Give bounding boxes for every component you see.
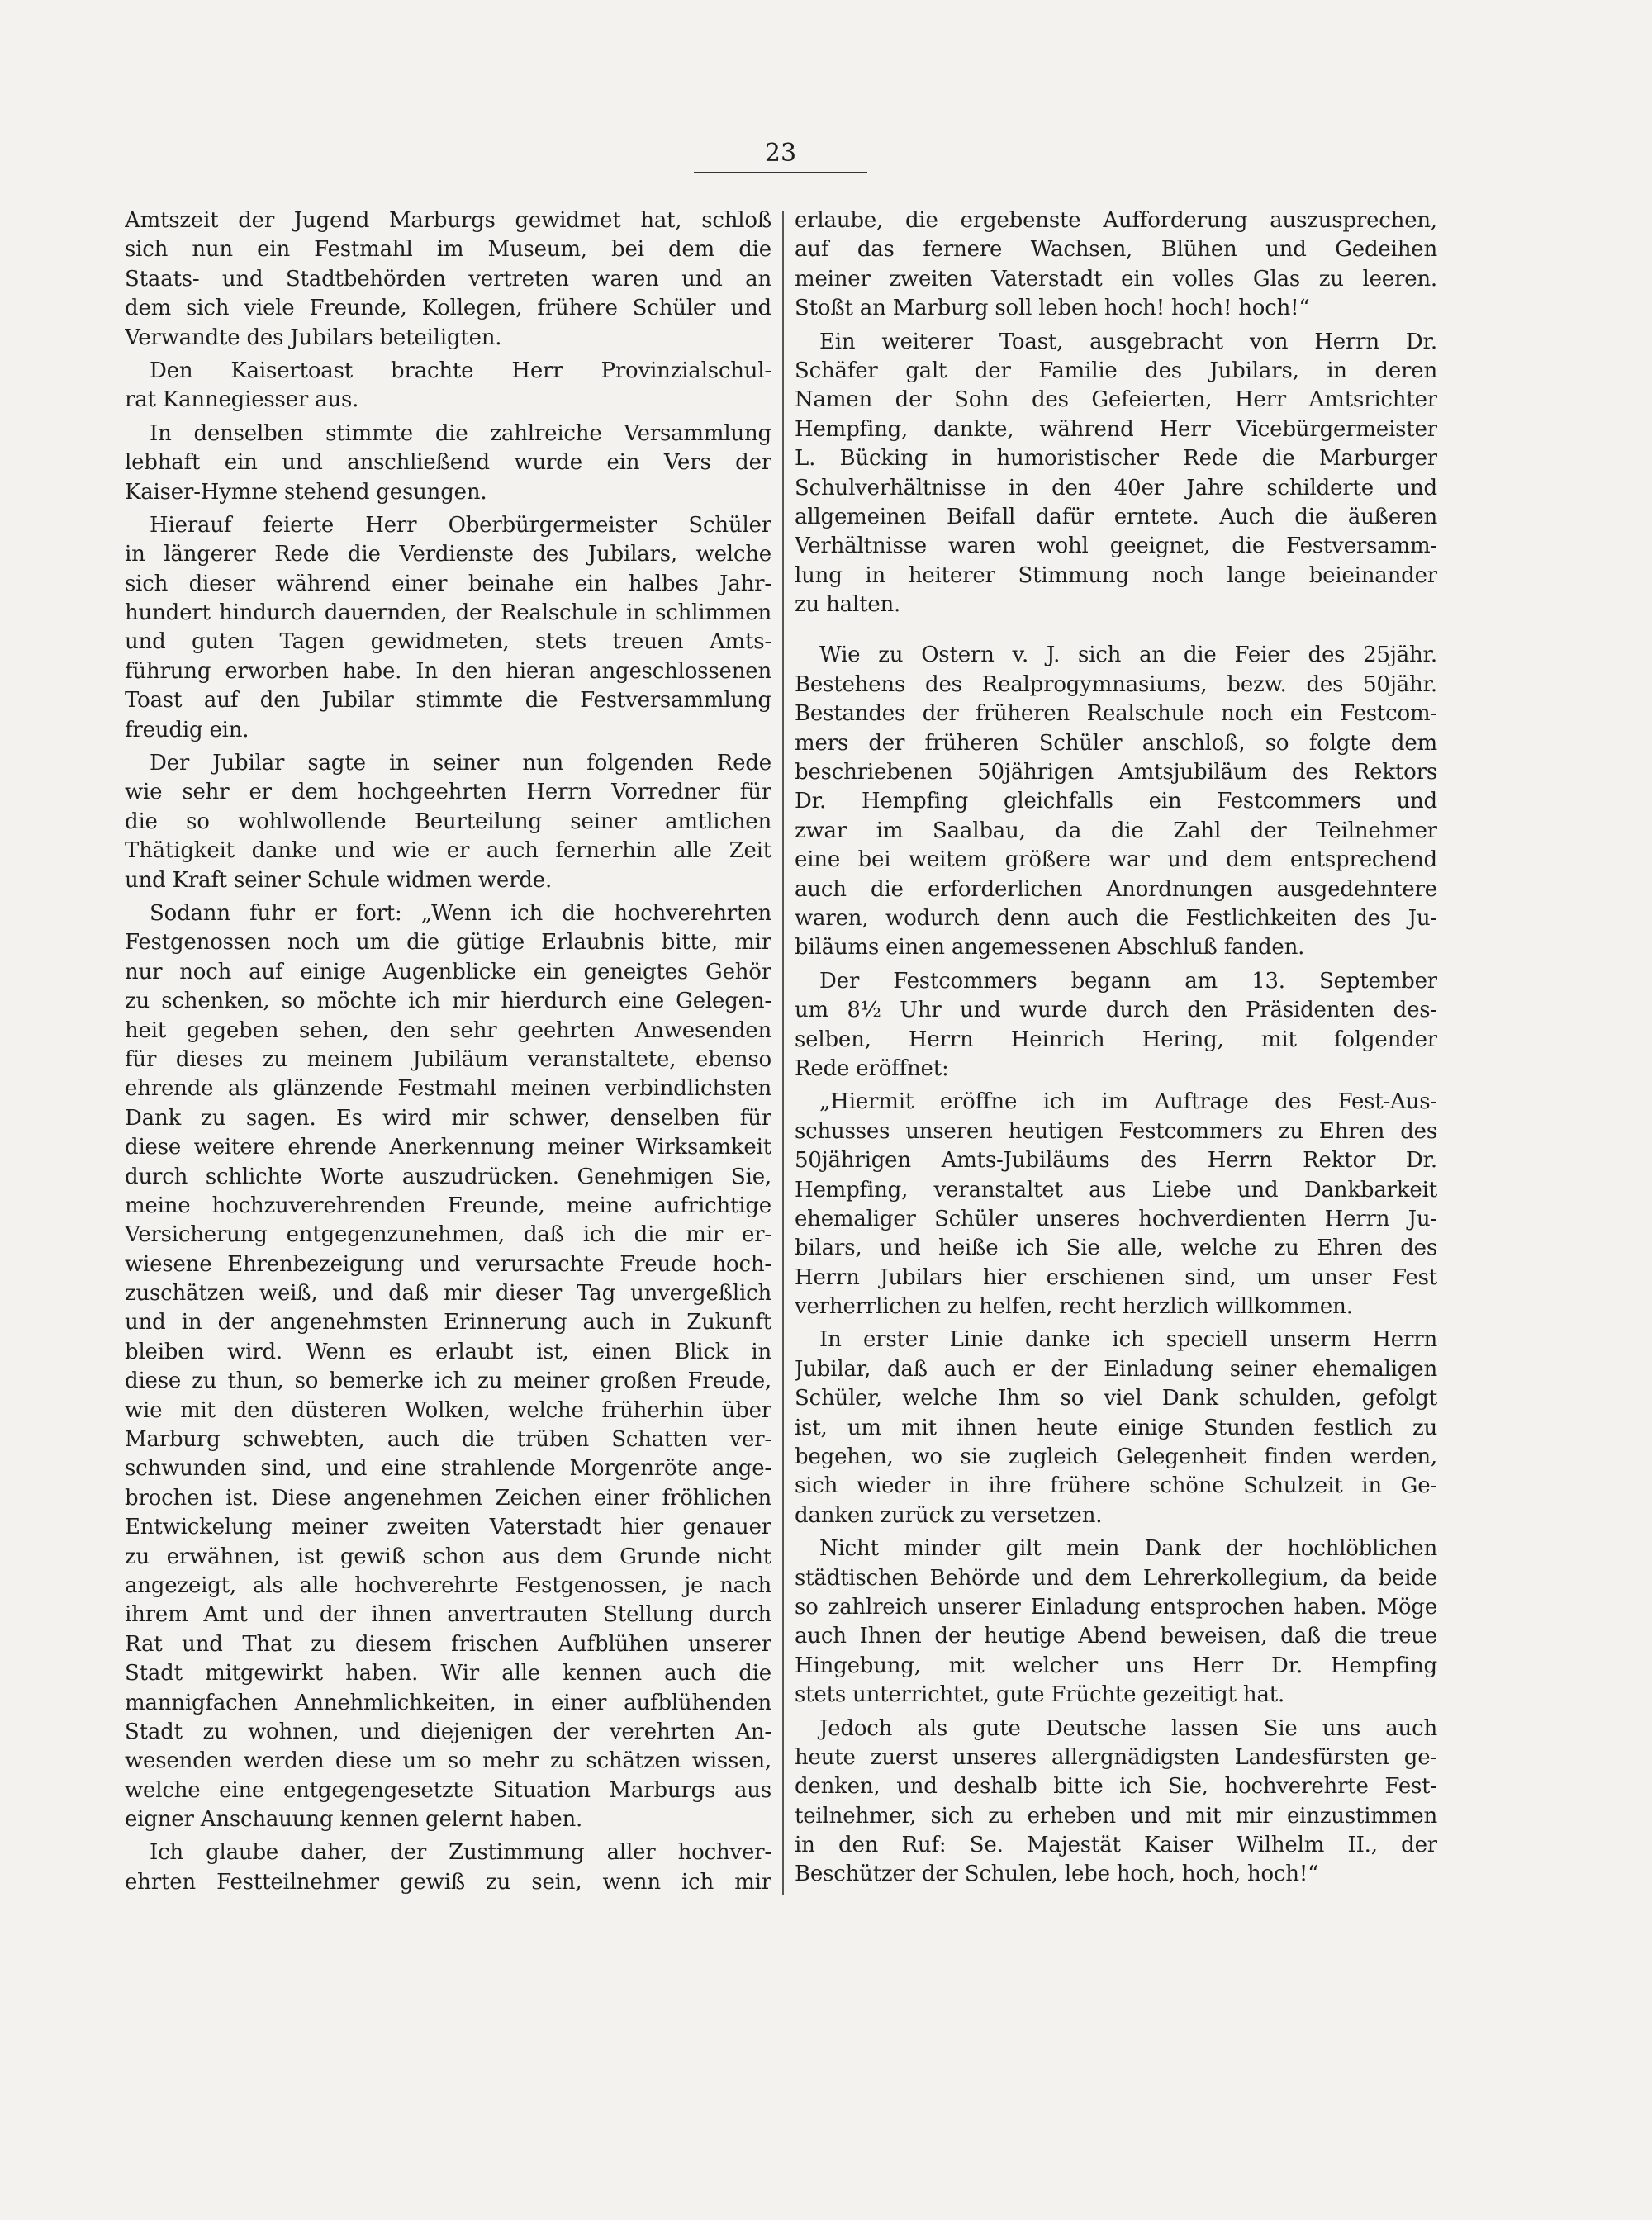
paragraph <box>795 1715 1437 1890</box>
text-line: In erster Linie danke ich speciell unserm Herrn <box>819 1327 1437 1353</box>
text-line: wie sehr er dem hochgeehrten Herrn Vorredner für <box>125 780 771 805</box>
text-line: lung in heiterer Stimmung noch lange beieinander <box>795 562 1437 588</box>
text-line: sich wieder in ihre frühere schöne Schulzeit in Ge- <box>795 1473 1437 1499</box>
text-line: Toast auf den Jubilar stimmte die Festversammlung <box>125 688 771 714</box>
paragraph <box>125 357 771 415</box>
text-line: verherrlichen zu helfen, recht herzlich willkommen. <box>795 1294 1353 1320</box>
text-line: ihrem Amt und der ihnen anvertrauten Stellung durch <box>125 1602 771 1628</box>
text-line: städtischen Behörde und dem Lehrerkollegium, da beide <box>795 1565 1437 1591</box>
text-line: Amtszeit der Jugend Marburgs gewidmet hat, schloß <box>125 208 771 233</box>
text-line: wesenden werden diese um so mehr zu schätzen wissen, <box>125 1748 771 1774</box>
text-line: Der Festcommers begann am 13. September <box>819 968 1437 994</box>
text-line: bleiben wird. Wenn es erlaubt ist, einen Blick in <box>125 1339 771 1364</box>
text-line: beschriebenen 50jährigen Amtsjubiläum des Rektors <box>795 760 1437 785</box>
text-line: sich dieser während einer beinahe ein halbes Jahr- <box>125 571 771 596</box>
text-line: zwar im Saalbau, da die Zahl der Teilnehmer <box>795 818 1437 843</box>
text-line: biläums einen angemessenen Abschluß fanden. <box>795 935 1305 961</box>
text-line: „Hiermit eröffne ich im Auftrage des Fest-Aus- <box>819 1089 1437 1115</box>
text-line: 50jährigen Amts-Jubiläums des Herrn Rektor Dr. <box>795 1148 1437 1174</box>
text-line: Beschützer der Schulen, lebe hoch, hoch, hoch!“ <box>795 1862 1319 1887</box>
text-line: zu halten. <box>795 592 901 618</box>
paragraph <box>125 1838 771 1897</box>
paragraph <box>125 511 771 745</box>
text-line: auch die erforderlichen Anordnungen ausgedehntere <box>795 876 1437 902</box>
text-line: eine bei weitem größere war und dem entsprechend <box>795 847 1437 873</box>
text-line: Bestehens des Realprogymnasiums, bezw. des 50jähr. <box>795 671 1437 697</box>
paragraph <box>125 899 771 1835</box>
text-line: Stadt zu wohnen, und diejenigen der verehrten An- <box>125 1719 771 1744</box>
text-line: Herrn Jubilars hier erschienen sind, um unser Fest <box>795 1264 1437 1290</box>
text-line: danken zurück zu versetzen. <box>795 1502 1103 1528</box>
text-line: begehen, wo sie zugleich Gelegenheit finden werden, <box>795 1444 1437 1470</box>
text-line: Hierauf feierte Herr Oberbürgermeister Schüler <box>150 512 771 538</box>
text-line: meiner zweiten Vaterstadt ein volles Glas zu leeren. <box>795 266 1437 292</box>
text-line: wiesene Ehrenbezeigung und verursachte Freude hoch- <box>125 1251 771 1277</box>
text-line: und guten Tagen gewidmeten, stets treuen Amts- <box>125 629 771 655</box>
text-line: führung erworben habe. In den hieran angeschlossenen <box>125 658 771 684</box>
text-line: L. Bücking in humoristischer Rede die Marburger <box>795 446 1437 472</box>
paragraph <box>125 749 771 895</box>
text-line: angezeigt, als alle hochverehrte Festgenossen, je nach <box>125 1572 771 1598</box>
text-line: diese weitere ehrende Anerkennung meiner Wirksamkeit <box>125 1135 771 1160</box>
text-line: und Kraft seiner Schule widmen werde. <box>125 867 553 893</box>
text-line: Rede eröffnet: <box>795 1055 949 1081</box>
column-divider <box>782 211 784 1895</box>
text-line: dem sich viele Freunde, Kollegen, frühere Schüler und <box>125 296 771 321</box>
text-line: sich nun ein Festmahl im Museum, bei dem die <box>125 237 771 263</box>
text-line: in längerer Rede die Verdienste des Jubilars, welche <box>125 542 771 567</box>
text-line: In denselben stimmte die zahlreiche Versammlung <box>150 420 771 446</box>
text-line: schusses unseren heutigen Festcommers zu Ehren des <box>795 1118 1437 1144</box>
text-line: mannigfachen Annehmlichkeiten, in einer aufblühenden <box>125 1690 771 1715</box>
paragraph <box>795 1088 1437 1321</box>
text-line: erlaube, die ergebenste Aufforderung auszusprechen, <box>795 208 1437 233</box>
text-line: Ich glaube daher, der Zustimmung aller hochver- <box>150 1840 771 1866</box>
paragraph <box>795 641 1437 962</box>
text-line: brochen ist. Diese angenehmen Zeichen einer fröhlichen <box>125 1485 771 1511</box>
text-line: bilars, und heiße ich Sie alle, welche zu Ehren des <box>795 1236 1437 1261</box>
text-line: Ein weiterer Toast, ausgebracht von Herrn Dr. <box>819 329 1437 354</box>
text-line: durch schlichte Worte auszudrücken. Genehmigen Sie, <box>125 1164 771 1189</box>
text-line: Marburg schwebten, auch die trüben Schatten ver- <box>125 1427 771 1453</box>
text-line: heit gegeben sehen, den sehr geehrten Anwesenden <box>125 1017 771 1043</box>
text-line: heute zuerst unseres allergnädigsten Landesfürsten ge- <box>795 1744 1437 1770</box>
paragraph <box>795 1535 1437 1710</box>
text-line: Wie zu Ostern v. J. sich an die Feier des 25jähr. <box>819 643 1437 668</box>
text-line: Dank zu sagen. Es wird mir schwer, denselben für <box>125 1105 771 1131</box>
header-rule <box>694 172 867 173</box>
text-line: Schäfer galt der Familie des Jubilars, in deren <box>795 358 1437 383</box>
text-line: Stoßt an Marburg soll leben hoch! hoch! hoch!“ <box>795 296 1310 321</box>
text-line: Schüler, welche Ihm so viel Dank schulden, gefolgt <box>795 1386 1437 1411</box>
text-line: eigner Anschauung kennen gelernt haben. <box>125 1807 583 1833</box>
text-line: Staats- und Stadtbehörden vertreten waren und an <box>125 266 771 292</box>
text-line: Rat und That zu diesem frischen Aufblühen unserer <box>125 1631 771 1657</box>
text-line: allgemeinen Beifall dafür erntete. Auch die äußeren <box>795 504 1437 529</box>
text-line: lebhaft ein und anschließend wurde ein Vers der <box>125 450 771 476</box>
text-line: selben, Herrn Heinrich Hering, mit folgender <box>795 1027 1437 1052</box>
paragraph <box>125 206 771 353</box>
text-line: Hingebung, mit welcher uns Herr Dr. Hempfing <box>795 1653 1437 1678</box>
text-line: welche eine entgegengesetzte Situation Marburgs aus <box>125 1777 771 1803</box>
text-line: Entwickelung meiner zweiten Vaterstadt hier genauer <box>125 1515 771 1540</box>
text-line: Verhältnisse waren wohl geeignet, die Festversamm- <box>795 534 1437 559</box>
text-line: zu schenken, so möchte ich mir hierdurch eine Gelegen- <box>125 989 771 1014</box>
right-column <box>795 206 1437 1890</box>
text-line: rat Kannegiesser aus. <box>125 387 359 413</box>
text-line: freudig ein. <box>125 717 249 742</box>
paragraph <box>795 206 1437 324</box>
text-line: Schulverhältnisse in den 40er Jahre schilderte und <box>795 475 1437 500</box>
page-number: 23 <box>764 139 797 168</box>
text-line: Dr. Hempfing gleichfalls ein Festcommers und <box>795 789 1437 814</box>
text-line: stets unterrichtet, gute Früchte gezeitigt hat. <box>795 1682 1285 1708</box>
text-line: Festgenossen noch um die gütige Erlaubnis bitte, mir <box>125 930 771 956</box>
text-line: auf das fernere Wachsen, Blühen und Gedeihen <box>795 237 1437 263</box>
text-line: ist, um mit ihnen heute einige Stunden festlich zu <box>795 1415 1437 1440</box>
text-line: zuschätzen weiß, und daß mir dieser Tag unvergeßlich <box>125 1281 771 1307</box>
text-line: Verwandte des Jubilars beteiligten. <box>125 325 502 350</box>
text-line: Sodann fuhr er fort: „Wenn ich die hochverehrten <box>150 900 771 926</box>
text-line: wie mit den düsteren Wolken, welche früherhin über <box>125 1397 771 1423</box>
text-line: so zahlreich unserer Einladung entsprochen haben. Möge <box>795 1594 1437 1620</box>
text-line: Stadt mitgewirkt haben. Wir alle kennen auch die <box>125 1661 771 1686</box>
text-line: Hempfing, veranstaltet aus Liebe und Dankbarkeit <box>795 1177 1437 1202</box>
text-line: Namen der Sohn des Gefeierten, Herr Amtsrichter <box>795 387 1437 413</box>
text-line: hundert hindurch dauernden, der Realschule in schlimmen <box>125 600 771 626</box>
text-line: Bestandes der früheren Realschule noch ein Festcom- <box>795 701 1437 727</box>
left-column <box>125 206 771 1897</box>
text-line: Nicht minder gilt mein Dank der hochlöblichen <box>819 1536 1437 1562</box>
text-line: um 8½ Uhr und wurde durch den Präsidenten des- <box>795 998 1437 1023</box>
text-line: Jedoch als gute Deutsche lassen Sie uns auch <box>819 1715 1437 1741</box>
paragraph <box>795 1326 1437 1530</box>
text-line: nur noch auf einige Augenblicke ein geneigtes Gehör <box>125 959 771 984</box>
text-line: ehemaliger Schüler unseres hochverdienten Herrn Ju- <box>795 1206 1437 1231</box>
text-line: diese zu thun, so bemerke ich zu meiner großen Freude, <box>125 1369 771 1394</box>
text-line: zu erwähnen, ist gewiß schon aus dem Grunde nicht <box>125 1544 771 1569</box>
text-line: meine hochzuverehrenden Freunde, meine aufrichtige <box>125 1193 771 1218</box>
text-line: Kaiser-Hymne stehend gesungen. <box>125 479 487 505</box>
text-line: Den Kaisertoast brachte Herr Provinzialschul- <box>150 358 771 383</box>
text-line: teilnehmer, sich zu erheben und mit mir einzustimmen <box>795 1803 1437 1829</box>
text-line: Jubilar, daß auch er der Einladung seiner ehemaligen <box>795 1356 1437 1382</box>
text-line: für dieses zu meinem Jubiläum veranstaltete, ebenso <box>125 1046 771 1072</box>
text-line: Thätigkeit danke und wie er auch fernerhin alle Zeit <box>125 838 771 864</box>
text-line: Der Jubilar sagte in seiner nun folgenden Rede <box>150 751 771 776</box>
text-line: Hempfing, dankte, während Herr Vicebürgermeister <box>795 416 1437 442</box>
text-line: und in der angenehmsten Erinnerung auch in Zukunft <box>125 1310 771 1335</box>
text-line: schwunden sind, und eine strahlende Morgenröte ange- <box>125 1456 771 1482</box>
text-line: Versicherung entgegenzunehmen, daß ich die mir er- <box>125 1222 771 1248</box>
paragraph <box>795 328 1437 620</box>
paragraph <box>125 420 771 507</box>
text-line: waren, wodurch denn auch die Festlichkeiten des Ju- <box>795 905 1437 931</box>
text-line: in den Ruf: Se. Majestät Kaiser Wilhelm II., der <box>795 1833 1437 1858</box>
paragraph <box>795 967 1437 1084</box>
text-line: ehrten Festteilnehmer gewiß zu sein, wenn ich mir <box>125 1869 771 1895</box>
text-line: auch Ihnen der heutige Abend beweisen, daß die treue <box>795 1624 1437 1649</box>
text-line: ehrende als glänzende Festmahl meinen verbindlichsten <box>125 1076 771 1102</box>
text-line: mers der früheren Schüler anschloß, so folgte dem <box>795 730 1437 756</box>
text-line: die so wohlwollende Beurteilung seiner amtlichen <box>125 809 771 834</box>
text-line: denken, und deshalb bitte ich Sie, hochverehrte Fest- <box>795 1774 1437 1800</box>
